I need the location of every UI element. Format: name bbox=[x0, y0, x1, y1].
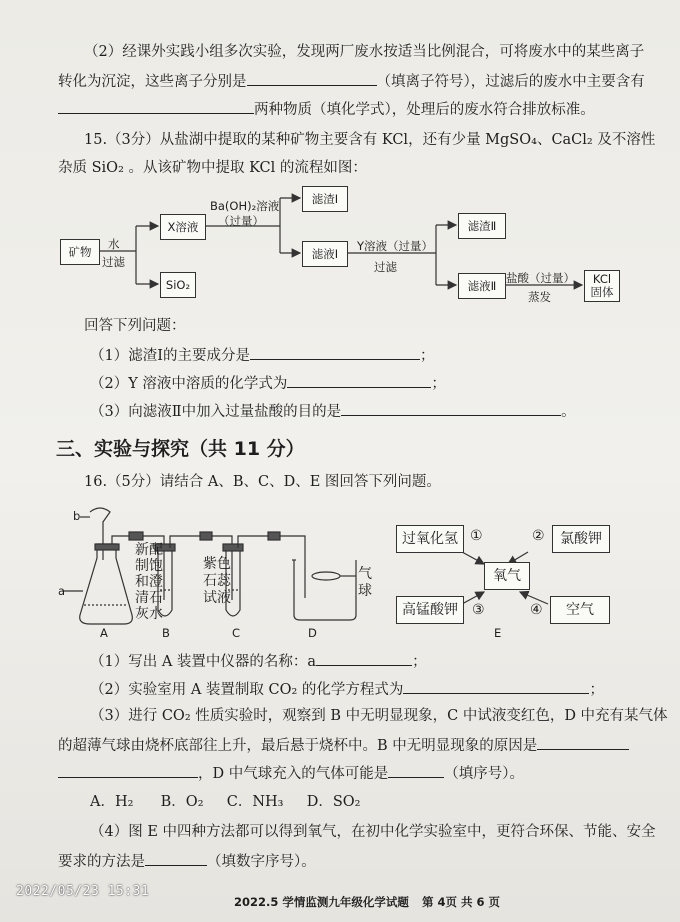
apparatus-d: D bbox=[308, 626, 317, 640]
answer-blank-residue1[interactable] bbox=[250, 344, 420, 360]
flow-label-filter1: 过滤 bbox=[102, 255, 125, 269]
q15-sub1-end: ； bbox=[419, 348, 435, 364]
q14-2-line1: （2）经课外实践小组多次实验，发现两厂废水按适当比例混合，可将废水中的某些离子 bbox=[84, 44, 645, 60]
answer-blank-reason[interactable] bbox=[537, 734, 629, 750]
q15-answer-intro: 回答下列问题： bbox=[84, 318, 186, 334]
q16-sub4-line1: （4）图 E 中四种方法都可以得到氧气，在初中化学实验室中，更符合环保、节能、安全 bbox=[90, 824, 656, 840]
e-box-air: 空气 bbox=[550, 596, 610, 624]
reagent-b-line: 和澄 bbox=[135, 574, 163, 590]
q16-sub1 bbox=[90, 650, 427, 672]
apparatus-e: E bbox=[494, 626, 502, 640]
reagent-c-line: 试液 bbox=[203, 590, 231, 606]
footer-exam-title: 2022.5 学情监测九年级化学试题 bbox=[234, 895, 409, 909]
apparatus-a: A bbox=[100, 626, 108, 640]
q16-sub3-line2 bbox=[58, 734, 629, 756]
option-b[interactable]: B．O₂ bbox=[160, 794, 204, 810]
q14-2-line2b: （填离子符号），过滤后的废水中主要含有 bbox=[376, 74, 645, 90]
flow-box-filtrate1: 滤液Ⅰ bbox=[302, 241, 348, 267]
reagent-litmus bbox=[203, 556, 231, 607]
q16-sub3-line3 bbox=[58, 762, 524, 784]
q16-sub3-line3-text: ，D 中气球充入的气体可能是 bbox=[198, 766, 389, 782]
answer-blank-reason-cont[interactable] bbox=[58, 762, 198, 778]
q15-sub1-text: （1）滤渣Ⅰ的主要成分是 bbox=[90, 348, 250, 364]
q15-sub3-text: （3）向滤液Ⅱ中加入过量盐酸的目的是 bbox=[90, 404, 342, 420]
reagent-b-line: 制饱 bbox=[135, 558, 163, 574]
q15-sub3 bbox=[90, 400, 576, 422]
e-num-1: ① bbox=[470, 528, 483, 544]
flow-label-excess1: （过量） bbox=[218, 214, 264, 228]
flow-label-water: 水 bbox=[108, 237, 120, 251]
answer-blank-method[interactable] bbox=[145, 850, 207, 866]
q16-sub2-text: （2）实验室用 A 装置制取 CO₂ 的化学方程式为 bbox=[90, 682, 404, 698]
photo-timestamp: 2022/05/23 15:31 bbox=[16, 884, 150, 899]
q16-sub3-line1: （3）进行 CO₂ 性质实验时，观察到 B 中无明显现象，C 中试液变红色，D 中充有某气体 bbox=[90, 708, 668, 724]
answer-blank-purpose[interactable] bbox=[341, 400, 561, 416]
flow-label-evaporate: 蒸发 bbox=[528, 290, 551, 304]
q15-line1: 15.（3分）从盐湖中提取的某种矿物主要含有 KCl，还有少量 MgSO₄、CaCl₂ 及不溶性 bbox=[84, 132, 656, 148]
flow-box-residue2: 滤渣Ⅱ bbox=[458, 213, 506, 239]
q16-sub2-end: ； bbox=[589, 682, 604, 698]
reagent-b-line: 灰水 bbox=[135, 606, 163, 622]
apparatus-label-a: a bbox=[58, 584, 66, 598]
q15-sub2-text: （2）Y 溶液中溶质的化学式为 bbox=[90, 376, 288, 392]
flow-label-hcl: 盐酸（过量） bbox=[506, 271, 575, 285]
reagent-c-line: 石蕊 bbox=[203, 573, 231, 589]
flow-label-y-solution: Y溶液（过量） bbox=[357, 239, 434, 253]
q15-sub2 bbox=[90, 372, 446, 394]
flow-kcl-line1: KCl bbox=[592, 272, 612, 286]
q16-sub4-line2-text: 要求的方法是 bbox=[58, 854, 145, 870]
flow-label-filter2: 过滤 bbox=[374, 260, 397, 274]
flow-box-residue1: 滤渣Ⅰ bbox=[302, 186, 348, 212]
q16-sub1-end: ； bbox=[412, 654, 427, 670]
reagent-c-line: 紫色 bbox=[203, 556, 231, 572]
q16-sub4-line2-end: （填数字序号）。 bbox=[207, 854, 316, 870]
section-title: 三、实验与探究（共 11 分） bbox=[56, 438, 305, 460]
q14-2-line3-text: 两种物质（填化学式），处理后的废水符合排放标准。 bbox=[254, 102, 595, 118]
option-d[interactable]: D．SO₂ bbox=[306, 794, 361, 810]
q16-sub4-line2 bbox=[58, 850, 316, 872]
e-box-kclo3: 氯酸钾 bbox=[552, 525, 610, 553]
q16-intro: 16.（5分）请结合 A、B、C、D、E 图回答下列问题。 bbox=[84, 474, 441, 490]
flow-box-kcl bbox=[584, 270, 620, 302]
reagent-b-line: 清石 bbox=[135, 590, 163, 606]
q16-sub3-line2-text: 的超薄气球由烧杯底部往上升，最后悬于烧杯中。B 中无明显现象的原因是 bbox=[58, 738, 538, 754]
option-a[interactable]: A．H₂ bbox=[90, 794, 134, 810]
q15-sub3-end: 。 bbox=[561, 404, 576, 420]
answer-blank-equation[interactable] bbox=[403, 678, 589, 694]
flow-box-x-solution: X溶液 bbox=[160, 214, 206, 240]
e-box-o2: 氧气 bbox=[484, 562, 530, 590]
flow-kcl-line2: 固体 bbox=[590, 285, 614, 299]
e-box-h2o2: 过氧化氢 bbox=[396, 525, 464, 553]
flow-label-baoh2: Ba(OH)₂溶液 bbox=[210, 199, 280, 213]
q14-2-line2a: 转化为沉淀，这些离子分别是 bbox=[58, 74, 247, 90]
answer-blank-instrument[interactable] bbox=[316, 650, 412, 666]
answer-blank-y-formula[interactable] bbox=[287, 372, 431, 388]
reagent-limewater bbox=[135, 542, 163, 622]
flow-box-mineral: 矿物 bbox=[60, 239, 100, 265]
reagent-b-line: 新配 bbox=[135, 542, 163, 558]
footer-page-number: 第 4页 共 6 页 bbox=[422, 895, 501, 909]
q16-sub2 bbox=[90, 678, 604, 700]
q15-sub2-end: ； bbox=[431, 376, 446, 392]
apparatus-label-b: b bbox=[73, 509, 81, 523]
balloon-label bbox=[358, 566, 372, 600]
q16-options bbox=[90, 792, 360, 812]
q15-line2: 杂质 SiO₂ 。从该矿物中提取 KCl 的流程如图： bbox=[58, 160, 367, 176]
e-num-4: ④ bbox=[530, 602, 543, 618]
balloon-label-line: 气 bbox=[358, 566, 372, 582]
option-c[interactable]: C．NH₃ bbox=[226, 794, 284, 810]
apparatus-b: B bbox=[162, 626, 170, 640]
balloon-label-line: 球 bbox=[358, 583, 372, 599]
apparatus-c: C bbox=[232, 626, 241, 640]
e-num-3: ③ bbox=[472, 602, 485, 618]
answer-blank-gas[interactable] bbox=[388, 762, 444, 778]
flow-box-sio2: SiO₂ bbox=[160, 272, 196, 298]
e-num-2: ② bbox=[532, 528, 545, 544]
flow-box-filtrate2: 滤液Ⅱ bbox=[458, 273, 506, 299]
q15-sub1 bbox=[90, 344, 434, 366]
e-box-kmno4: 高锰酸钾 bbox=[396, 596, 464, 624]
q16-sub1-text: （1）写出 A 装置中仪器的名称：a bbox=[90, 654, 317, 670]
q16-sub3-line3-end: （填序号）。 bbox=[444, 766, 524, 782]
